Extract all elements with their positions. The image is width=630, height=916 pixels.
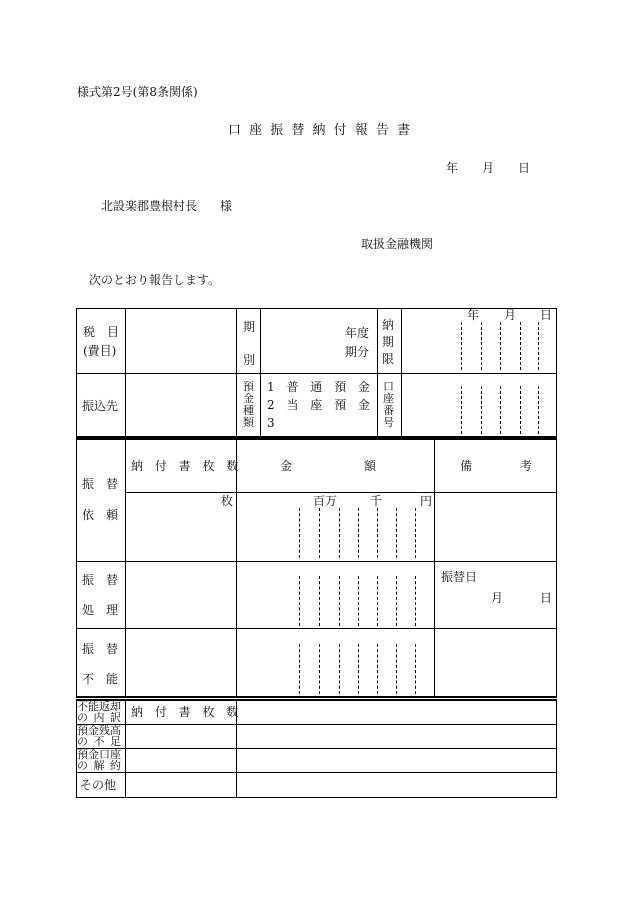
period-label-bottom: 別 (243, 353, 256, 367)
form-number: 様式第2号(第8条関係) (77, 85, 198, 99)
count-unit: 枚 (221, 494, 234, 508)
transfer-table (76, 438, 557, 698)
account-no-label-2: 座 (383, 392, 394, 405)
date-day: 日 (518, 161, 531, 175)
transfer-to-label: 振込先 (82, 399, 119, 413)
header-amount: 金 額 (280, 459, 377, 473)
page-title: 口 座 振 替 納 付 報 告 書 (228, 123, 413, 138)
transfer-date-label: 振替日 (441, 570, 478, 584)
deposit-type-current: 2 当 座 預 金 (267, 398, 374, 412)
due-label-1: 納 (382, 318, 395, 332)
tax-item-label: 税 目 (83, 325, 120, 339)
due-day: 日 (540, 308, 553, 322)
account-no-label-3: 番 (383, 404, 394, 417)
deposit-type-ordinary: 1 普 通 預 金 (267, 380, 374, 394)
addressee-name: 北設楽郡豊根村長 (101, 199, 198, 213)
intro-text: 次のとおり報告します。 (89, 273, 221, 287)
return-slip-count: 納 付 書 枚 数 (131, 705, 243, 719)
processed-label-2: 処 理 (82, 603, 119, 617)
deposit-type-label-3: 種 (243, 404, 254, 417)
request-label-2: 依 頼 (82, 508, 119, 522)
transfer-date-month: 月 (491, 591, 504, 605)
unit-million: 百万 (313, 494, 338, 508)
due-label-3: 限 (382, 352, 395, 366)
failed-label-2: 不 能 (82, 672, 119, 686)
processed-label-1: 振 替 (82, 573, 119, 587)
header-remarks: 備 考 (460, 459, 533, 473)
unit-thousand: 千 (370, 494, 383, 508)
deposit-type-label-1: 預 (243, 380, 254, 393)
request-label-1: 振 替 (82, 477, 119, 491)
closed-label-1: 預金口座 (77, 748, 121, 761)
institution-label: 取扱金融機関 (361, 237, 434, 251)
period-label-top: 期 (243, 320, 256, 334)
insufficient-label-1: 預金残高 (77, 724, 121, 737)
unit-yen: 円 (420, 494, 433, 508)
fiscal-year-label: 年度 (345, 326, 370, 340)
deposit-type-label-4: 類 (243, 416, 254, 429)
installment-label: 期分 (345, 345, 370, 359)
closed-label-2: の 解 約 (77, 759, 122, 772)
insufficient-label-2: の 不 足 (77, 735, 122, 748)
account-no-label-1: 口 (383, 380, 394, 393)
return-label-1: 不能返却 (77, 700, 121, 713)
due-label-2: 期 (382, 335, 395, 349)
other-label: その他 (80, 778, 117, 792)
account-no-label-4: 号 (383, 416, 394, 429)
date-year: 年 (446, 161, 459, 175)
deposit-type-label-2: 金 (243, 392, 254, 405)
failed-label-1: 振 替 (82, 642, 119, 656)
due-year: 年 (467, 308, 480, 322)
header-slip-count: 納 付 書 枚 数 (131, 459, 243, 473)
deposit-type-other: 3 (267, 416, 275, 430)
tax-item-sub-label: (費目) (83, 344, 117, 358)
date-month: 月 (482, 161, 495, 175)
due-month: 月 (504, 308, 517, 322)
return-label-2: の 内 訳 (77, 711, 122, 724)
transfer-date-day: 日 (540, 591, 553, 605)
addressee-honorific: 様 (220, 199, 233, 213)
